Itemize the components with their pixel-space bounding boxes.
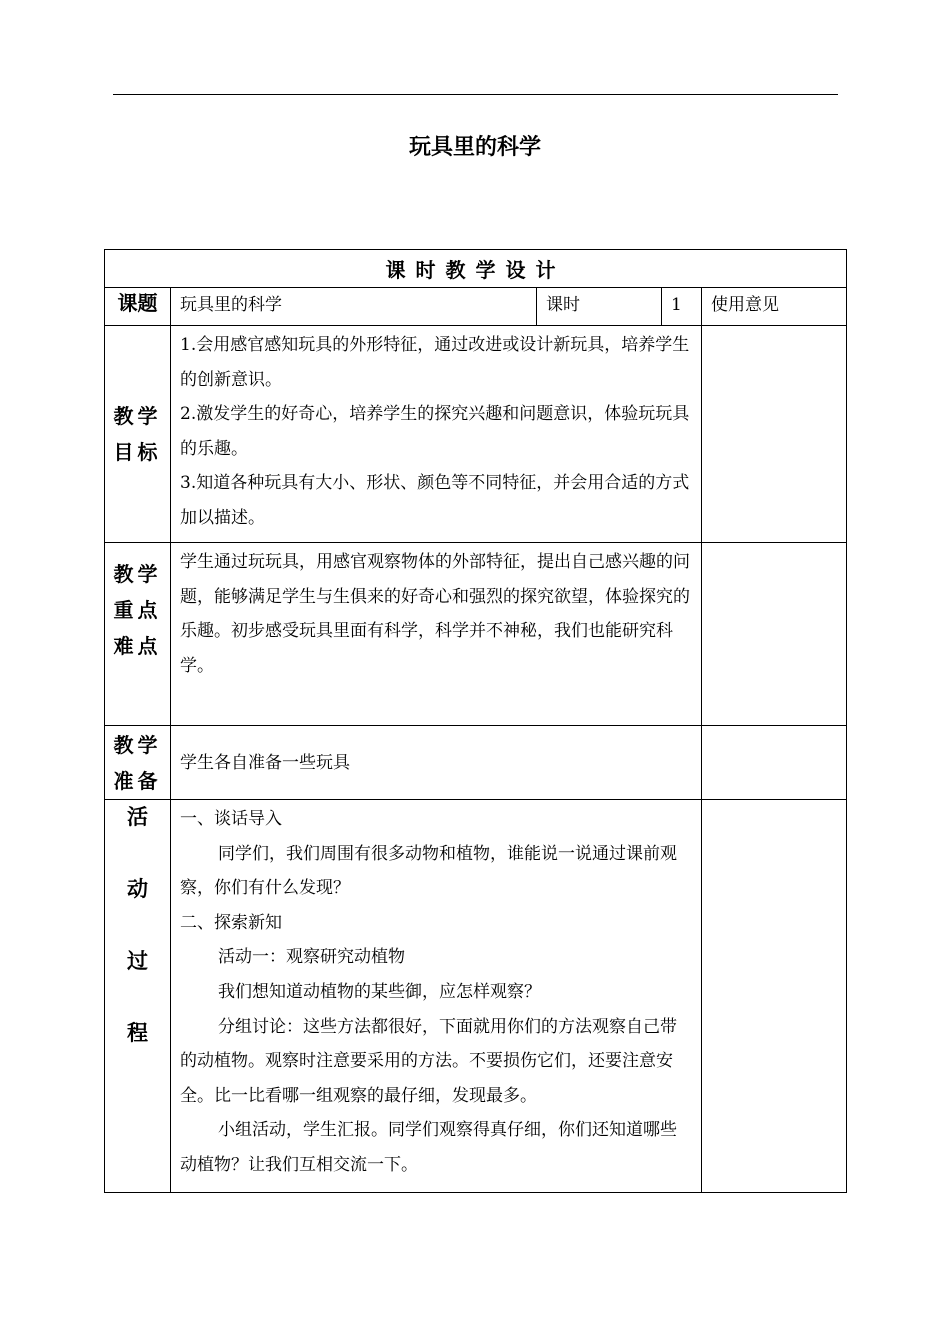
activity-row <box>105 800 847 1193</box>
activity-section-2: 二、探索新知 <box>180 912 282 933</box>
activity-feedback-cell <box>702 800 847 1193</box>
keypoints-label-line-1: 教学 <box>113 562 162 586</box>
period-label: 课时 <box>537 288 662 326</box>
activity-label-char-1: 活 <box>127 805 148 829</box>
prep-label-line-1: 教学 <box>113 732 162 757</box>
keypoints-label-line-3: 难点 <box>113 634 162 658</box>
goals-feedback-cell <box>702 326 847 543</box>
prep-content: 学生各自准备一些玩具 <box>171 726 702 800</box>
keypoints-label <box>105 543 171 726</box>
activity-label <box>105 800 171 1193</box>
design-heading: 课时教学设计 <box>105 250 847 288</box>
prep-row <box>105 726 847 800</box>
goals-content <box>171 326 702 543</box>
feedback-label: 使用意见 <box>702 288 847 326</box>
topic-row <box>105 288 847 326</box>
activity-section-1: 一、谈话导入 <box>180 809 282 829</box>
goals-label-line-2: 目标 <box>113 440 162 464</box>
period-value: 1 <box>662 288 702 326</box>
header-rule <box>113 94 838 95</box>
prep-feedback-cell <box>702 726 847 800</box>
keypoints-content: 学生通过玩玩具，用感官观察物体的外部特征，提出自己感兴趣的问题，能够满足学生与生俱来的好奇心和强烈的探究欲望，体验探究的乐趣。初步感受玩具里面有科学，科学并不神秘，我们也能研究科学。 <box>171 543 702 726</box>
activity-content <box>171 800 702 1193</box>
goal-item-2: 2.激发学生的好奇心，培养学生的探究兴趣和问题意识，体验玩玩具的乐趣。 <box>180 404 690 459</box>
keypoints-label-line-2: 重点 <box>113 598 162 622</box>
goals-label-line-1: 教学 <box>113 404 162 428</box>
prep-label-line-2: 准备 <box>113 768 162 793</box>
keypoints-feedback-cell <box>702 543 847 726</box>
goals-row <box>105 326 847 543</box>
activity-paragraph-1: 同学们，我们周围有很多动物和植物，谁能说一说通过课前观察，你们有什么发现？ <box>180 843 677 899</box>
design-heading-row <box>105 250 847 288</box>
keypoints-row <box>105 543 847 726</box>
activity-paragraph-3: 我们想知道动植物的某些御，应怎样观察？ <box>218 981 541 1002</box>
activity-label-char-3: 过 <box>127 949 148 973</box>
goals-label <box>105 326 171 543</box>
activity-label-char-2: 动 <box>127 877 148 901</box>
activity-paragraph-4: 分组讨论：这些方法都很好，下面就用你们的方法观察自己带的动植物。观察时注意要采用的方法。不要损伤它们，还要注意安全。比一比看哪一组观察的最仔细，发现最多。 <box>180 1016 677 1106</box>
goal-item-1: 1.会用感官感知玩具的外形特征，通过改进或设计新玩具，培养学生的创新意识。 <box>180 335 690 390</box>
activity-paragraph-2: 活动一：观察研究动植物 <box>218 947 405 968</box>
activity-paragraph-5: 小组活动，学生汇报。同学们观察得真仔细，你们还知道哪些动植物？让我们互相交流一下。 <box>180 1120 677 1175</box>
document-title: 玩具里的科学 <box>408 135 541 160</box>
lesson-design-table <box>104 249 847 1193</box>
goal-item-3: 3.知道各种玩具有大小、形状、颜色等不同特征，并会用合适的方式加以描述。 <box>180 473 690 528</box>
topic-label: 课题 <box>105 288 171 326</box>
prep-label <box>105 726 171 800</box>
activity-label-char-4: 程 <box>127 1021 148 1045</box>
topic-value: 玩具里的科学 <box>171 288 537 326</box>
